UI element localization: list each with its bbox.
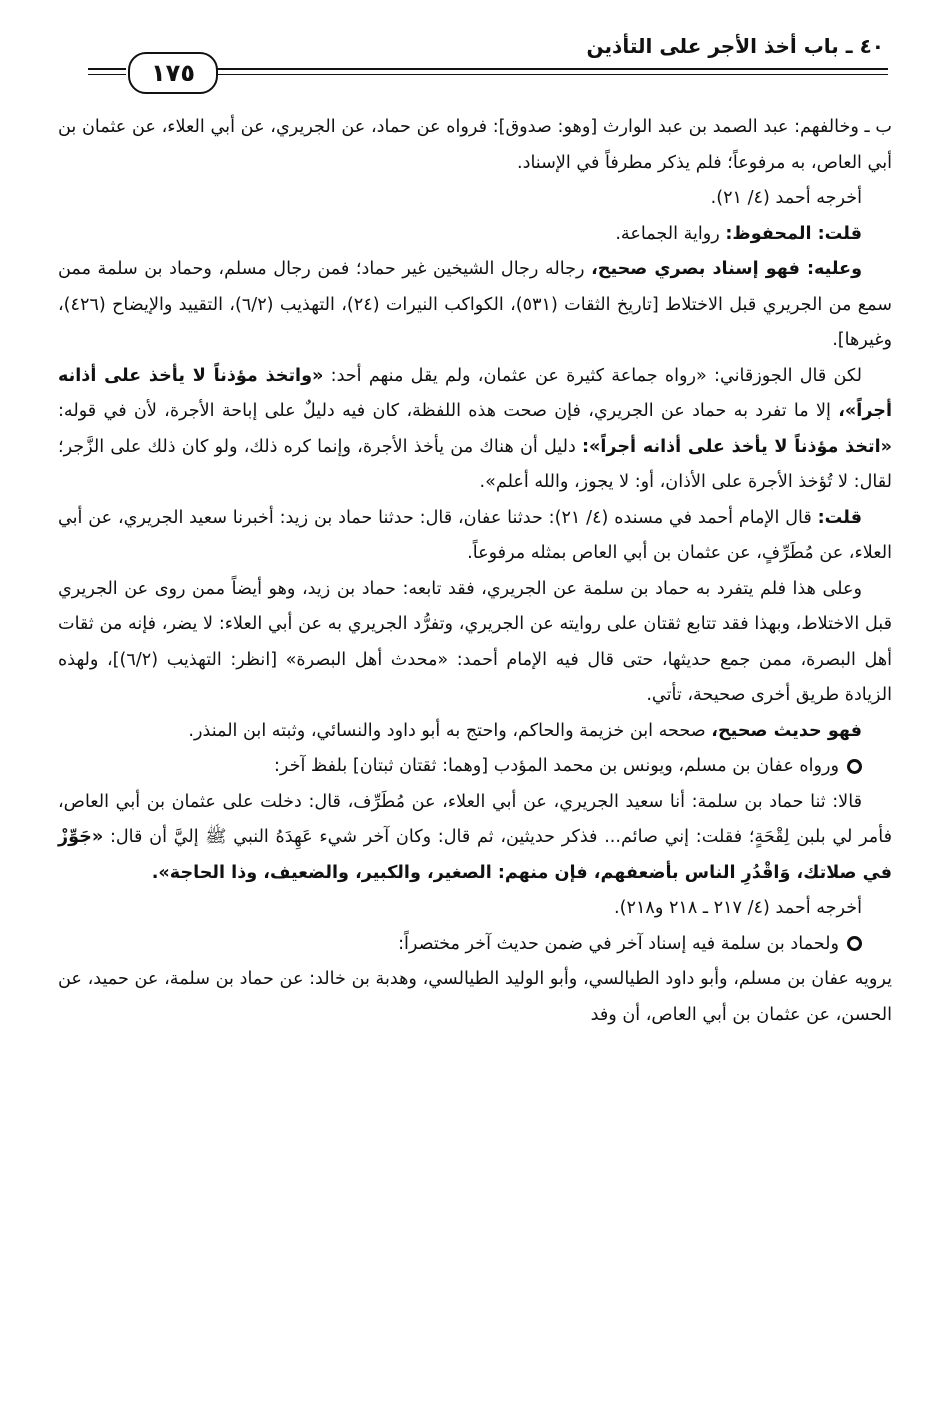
paragraph (58, 749, 892, 785)
paragraph (58, 714, 892, 750)
text-run: إلا ما تفرد به حماد عن الجريري، فإن صحت هذه اللفظة، كان فيه دليلٌ على إباحة الأجرة، لأن في قوله: (58, 401, 839, 421)
paragraph (58, 572, 892, 714)
text-run: ب ـ وخالفهم: عبد الصمد بن عبد الوارث [وهو: صدوق]: فرواه عن حماد، عن الجريري، عن أبي العلاء، عن عثمان بن أبي العاص، به مرفوعاً؛ فلم يذكر مطرفاً في الإسناد. (58, 117, 892, 173)
header-left-rule (88, 68, 126, 70)
text-run: قالا: ثنا حماد بن سلمة: أنا سعيد الجريري، عن أبي العلاء، عن مُطَرِّف، قال: دخلت على عثمان بن أبي العاص، فأمر لي بلبن لِقْحَةٍ؛ فقلت: إني صائم... فذكر حديثين، ثم قال: وكان آخر شيء عَهِدَهُ النبي ﷺ إليَّ أن قال: (58, 791, 892, 847)
bold-text-run: وعليه: فهو إسناد بصري صحيح، (591, 259, 863, 279)
text-run: رجاله رجال الشيخين غير حماد؛ فمن رجال مسلم، وحماد بن سلمة ممن سمع من الجريري قبل الاختلاط [تاريخ الثقات (٥٣١)، الكواكب النيرات (٢٤)، التهذيب (٦/٢)، التقييد والإيضاح (٤٢٦)، وغيرها]. (58, 259, 892, 350)
header-rule-thin (216, 74, 888, 75)
text-run: أخرجه أحمد (٤/ ٢١٧ ـ ٢١٨ و٢١٨). (614, 898, 862, 918)
page-body-text (58, 110, 892, 1033)
paragraph (58, 181, 892, 217)
paragraph (58, 501, 892, 572)
bullet-ring-icon (847, 936, 862, 951)
bold-text-run: قلت: المحفوظ: (725, 223, 862, 244)
text-run: أخرجه أحمد (٤/ ٢١). (710, 188, 862, 208)
header-left-rule-thin (88, 74, 126, 75)
bold-text-run: «واتخذ مؤذناً لا يأخذ على أذانه أجراً»، (58, 365, 892, 421)
text-run: وعلى هذا فلم يتفرد به حماد بن سلمة عن الجريري، فقد تابعه: حماد بن زيد، وهو أيضاً ممن روى عن الجريري قبل الاختلاط، وبهذا فقد تتابع ثقتان على روايته عن الجريري، وتفرُّد الجريري به عن أبي العلاء: لا يضر، فإنه من ثقات أهل البصرة، ممن جمع حديثها، حتى قال فيه الإمام أحمد: «محدث أهل البصرة» [انظر: التهذيب (٦/٢)]، ولهذه الزيادة طريق أخرى صحيحة، تأتي. (58, 578, 892, 705)
bold-text-run: «جَوِّزْ في صلاتك، وَاقْدُرِ الناس بأضعفهم، فإن منهم: الصغير، والكبير، والضعيف، وذا الحاجة». (58, 827, 892, 883)
bold-text-run: قلت: (817, 507, 862, 528)
page-number: ١٧٥ (151, 59, 195, 87)
paragraph (58, 252, 892, 359)
paragraph (58, 927, 892, 963)
bold-text-run: فهو حديث صحيح، (711, 720, 862, 741)
paragraph (58, 785, 892, 892)
text-run: قال الإمام أحمد في مسنده (٤/ ٢١): حدثنا عفان، قال: حدثنا حماد بن زيد: أخبرنا سعيد الجريري، عن أبي العلاء، عن مُطَرِّفٍ، عن عثمان بن أبي العاص بمثله مرفوعاً. (58, 507, 892, 563)
paragraph (58, 891, 892, 927)
paragraph (58, 217, 892, 253)
text-run: ورواه عفان بن مسلم، ويونس بن محمد المؤدب [وهما: ثقتان ثبتان] بلفظ آخر: (273, 756, 839, 776)
text-run: دليل أن هناك من يأخذ الأجرة، وإنما كره ذلك، ولو كان ذلك على الزَّجر؛ لقال: لا تُؤخذ الأجرة على الأذان، أو: لا يجوز، والله أعلم». (58, 436, 892, 492)
paragraph (58, 110, 892, 181)
text-run: لكن قال الجوزقاني: «رواه جماعة كثيرة عن عثمان، ولم يقل منهم أحد: (323, 365, 862, 386)
text-run: يرويه عفان بن مسلم، وأبو داود الطيالسي، وأبو الوليد الطيالسي، وهدبة بن خالد: عن حماد بن سلمة، عن حميد، عن الحسن، عن عثمان بن أبي العاص، أن وفد (58, 969, 892, 1025)
text-run: ولحماد بن سلمة فيه إسناد آخر في ضمن حديث آخر مختصراً: (398, 933, 839, 954)
text-run: رواية الجماعة. (615, 223, 726, 244)
bullet-ring-icon (847, 759, 862, 774)
paragraph (58, 962, 892, 1033)
paragraph (58, 359, 892, 501)
header-rule (216, 68, 888, 70)
page-number-badge (128, 52, 218, 94)
page-header (88, 30, 888, 90)
bold-text-run: «اتخذ مؤذناً لا يأخذ على أذانه أجراً»: (582, 436, 892, 457)
text-run: صححه ابن خزيمة والحاكم، واحتج به أبو داود والنسائي، وثبته ابن المنذر. (188, 720, 712, 741)
chapter-title: ٤٠ ـ باب أخذ الأجر على التأذين (586, 34, 884, 58)
